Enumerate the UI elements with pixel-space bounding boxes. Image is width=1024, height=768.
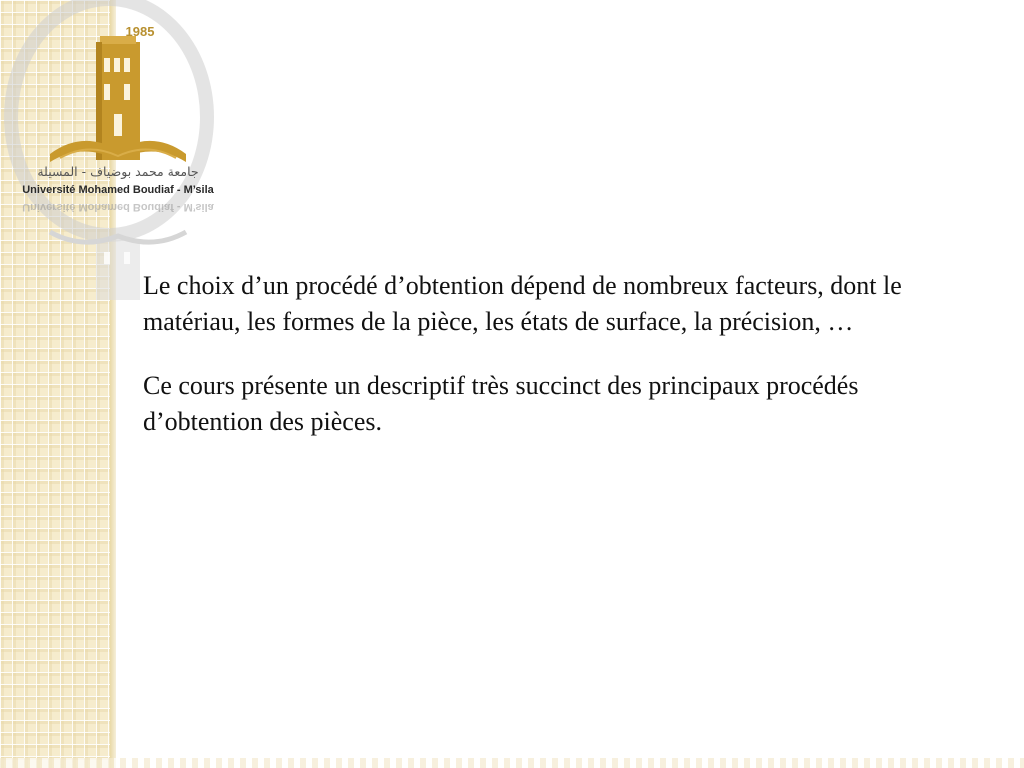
bottom-decorative-band xyxy=(0,758,1024,768)
paragraph-spacer xyxy=(143,340,983,368)
paragraph-course: Ce cours présente un descriptif très succinct des principaux procédés d’obtention des pièces. xyxy=(143,371,859,436)
logo-latin-name: Université Mohamed Boudiaf - M’sila xyxy=(22,184,214,196)
logo-reflection: Université Mohamed Boudiaf - M’sila xyxy=(22,201,214,213)
paragraph-choice: Le choix d’un procédé d’obtention dépend de nombreux facteurs, dont le matériau, les formes de la pièce, les états de surface, la précision, … xyxy=(143,271,902,336)
logo-arabic-name: جامعة محمد بوضياف - المسيلة xyxy=(37,164,199,179)
slide-body xyxy=(143,268,983,440)
logo-year: 1985 xyxy=(125,24,155,39)
